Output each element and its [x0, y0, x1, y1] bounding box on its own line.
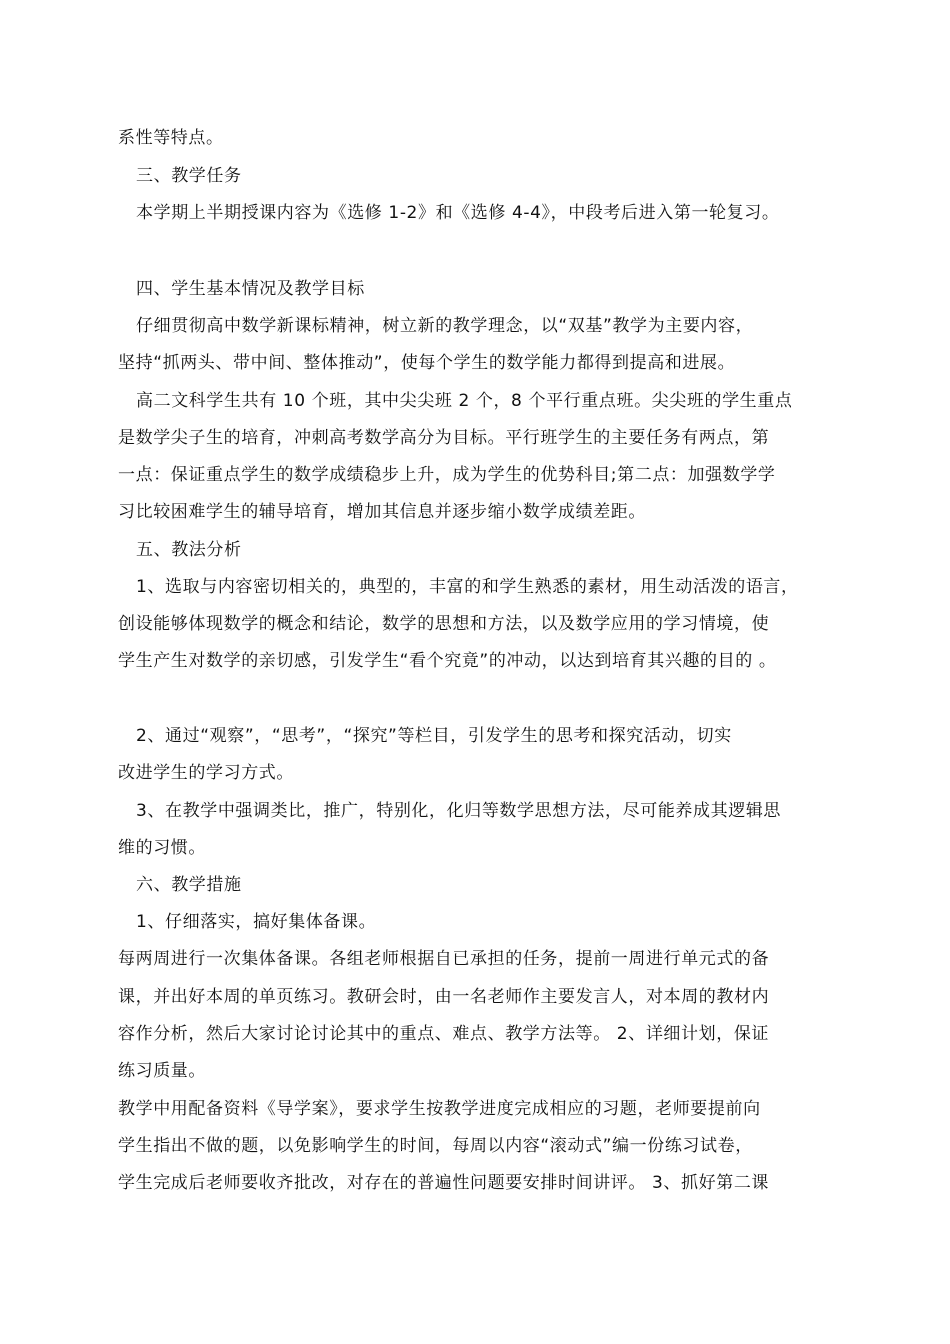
text-line: 本学期上半期授课内容为《选修 1-2》和《选修 4-4》，中段考后进入第一轮复习。 [136, 203, 780, 223]
text-line: 仔细贯彻高中数学新课标精神，树立新的教学理念，以“双基”教学为主要内容， [136, 316, 754, 336]
text-line: 每两周进行一次集体备课。各组老师根据自已承担的任务，提前一周进行单元式的备 [118, 949, 770, 969]
text-line: 容作分析，然后大家讨论讨论其中的重点、难点、教学方法等。 2、详细计划，保证 [118, 1024, 770, 1044]
section-heading: 三、教学任务 [136, 166, 242, 186]
text-line: 教学中用配备资料《导学案》，要求学生按教学进度完成相应的习题，老师要提前向 [118, 1099, 761, 1119]
text-line: 是数学尖子生的培育，冲刺高考数学高分为目标。平行班学生的主要任务有两点，第 [118, 428, 770, 448]
text-line: 1、选取与内容密切相关的，典型的，丰富的和学生熟悉的素材，用生动活泼的语言， [136, 577, 799, 597]
section-heading: 四、学生基本情况及教学目标 [136, 279, 365, 299]
text-line: 课，并出好本周的单页练习。教研会时，由一名老师作主要发言人，对本周的教材内 [118, 987, 770, 1007]
text-line: 1、仔细落实，搞好集体备课。 [136, 912, 377, 932]
text-line: 高二文科学生共有 10 个班，其中尖尖班 2 个，8 个平行重点班。尖尖班的学生重点 [136, 391, 793, 411]
text-line: 改进学生的学习方式。 [118, 763, 294, 783]
section-heading: 五、教法分析 [136, 540, 242, 560]
section-heading: 六、教学措施 [136, 875, 242, 895]
text-line: 一点：保证重点学生的数学成绩稳步上升，成为学生的优势科目;第二点：加强数学学 [118, 465, 776, 485]
text-line: 维的习惯。 [118, 838, 206, 858]
text-line: 系性等特点。 [118, 128, 224, 148]
text-line: 创设能够体现数学的概念和结论，数学的思想和方法，以及数学应用的学习情境，使 [118, 614, 770, 634]
text-line: 坚持“抓两头、带中间、整体推动”，使每个学生的数学能力都得到提高和进展。 [118, 353, 736, 373]
text-line: 学生指出不做的题，以免影响学生的时间，每周以内容“滚动式”编一份练习试卷， [118, 1136, 753, 1156]
text-line: 练习质量。 [118, 1061, 206, 1081]
text-line: 2、通过“观察”，“思考”，“探究”等栏目，引发学生的思考和探究活动，切实 [136, 726, 732, 746]
text-line: 习比较困难学生的辅导培育，增加其信息并逐步缩小数学成绩差距。 [118, 502, 646, 522]
text-line: 3、在教学中强调类比，推广，特别化，化归等数学思想方法，尽可能养成其逻辑思 [136, 801, 782, 821]
text-line: 学生产生对数学的亲切感，引发学生“看个究竟”的冲动，以达到培育其兴趣的目的 。 [118, 651, 777, 671]
text-line: 学生完成后老师要收齐批改，对存在的普遍性问题要安排时间讲评。 3、抓好第二课 [118, 1173, 770, 1193]
